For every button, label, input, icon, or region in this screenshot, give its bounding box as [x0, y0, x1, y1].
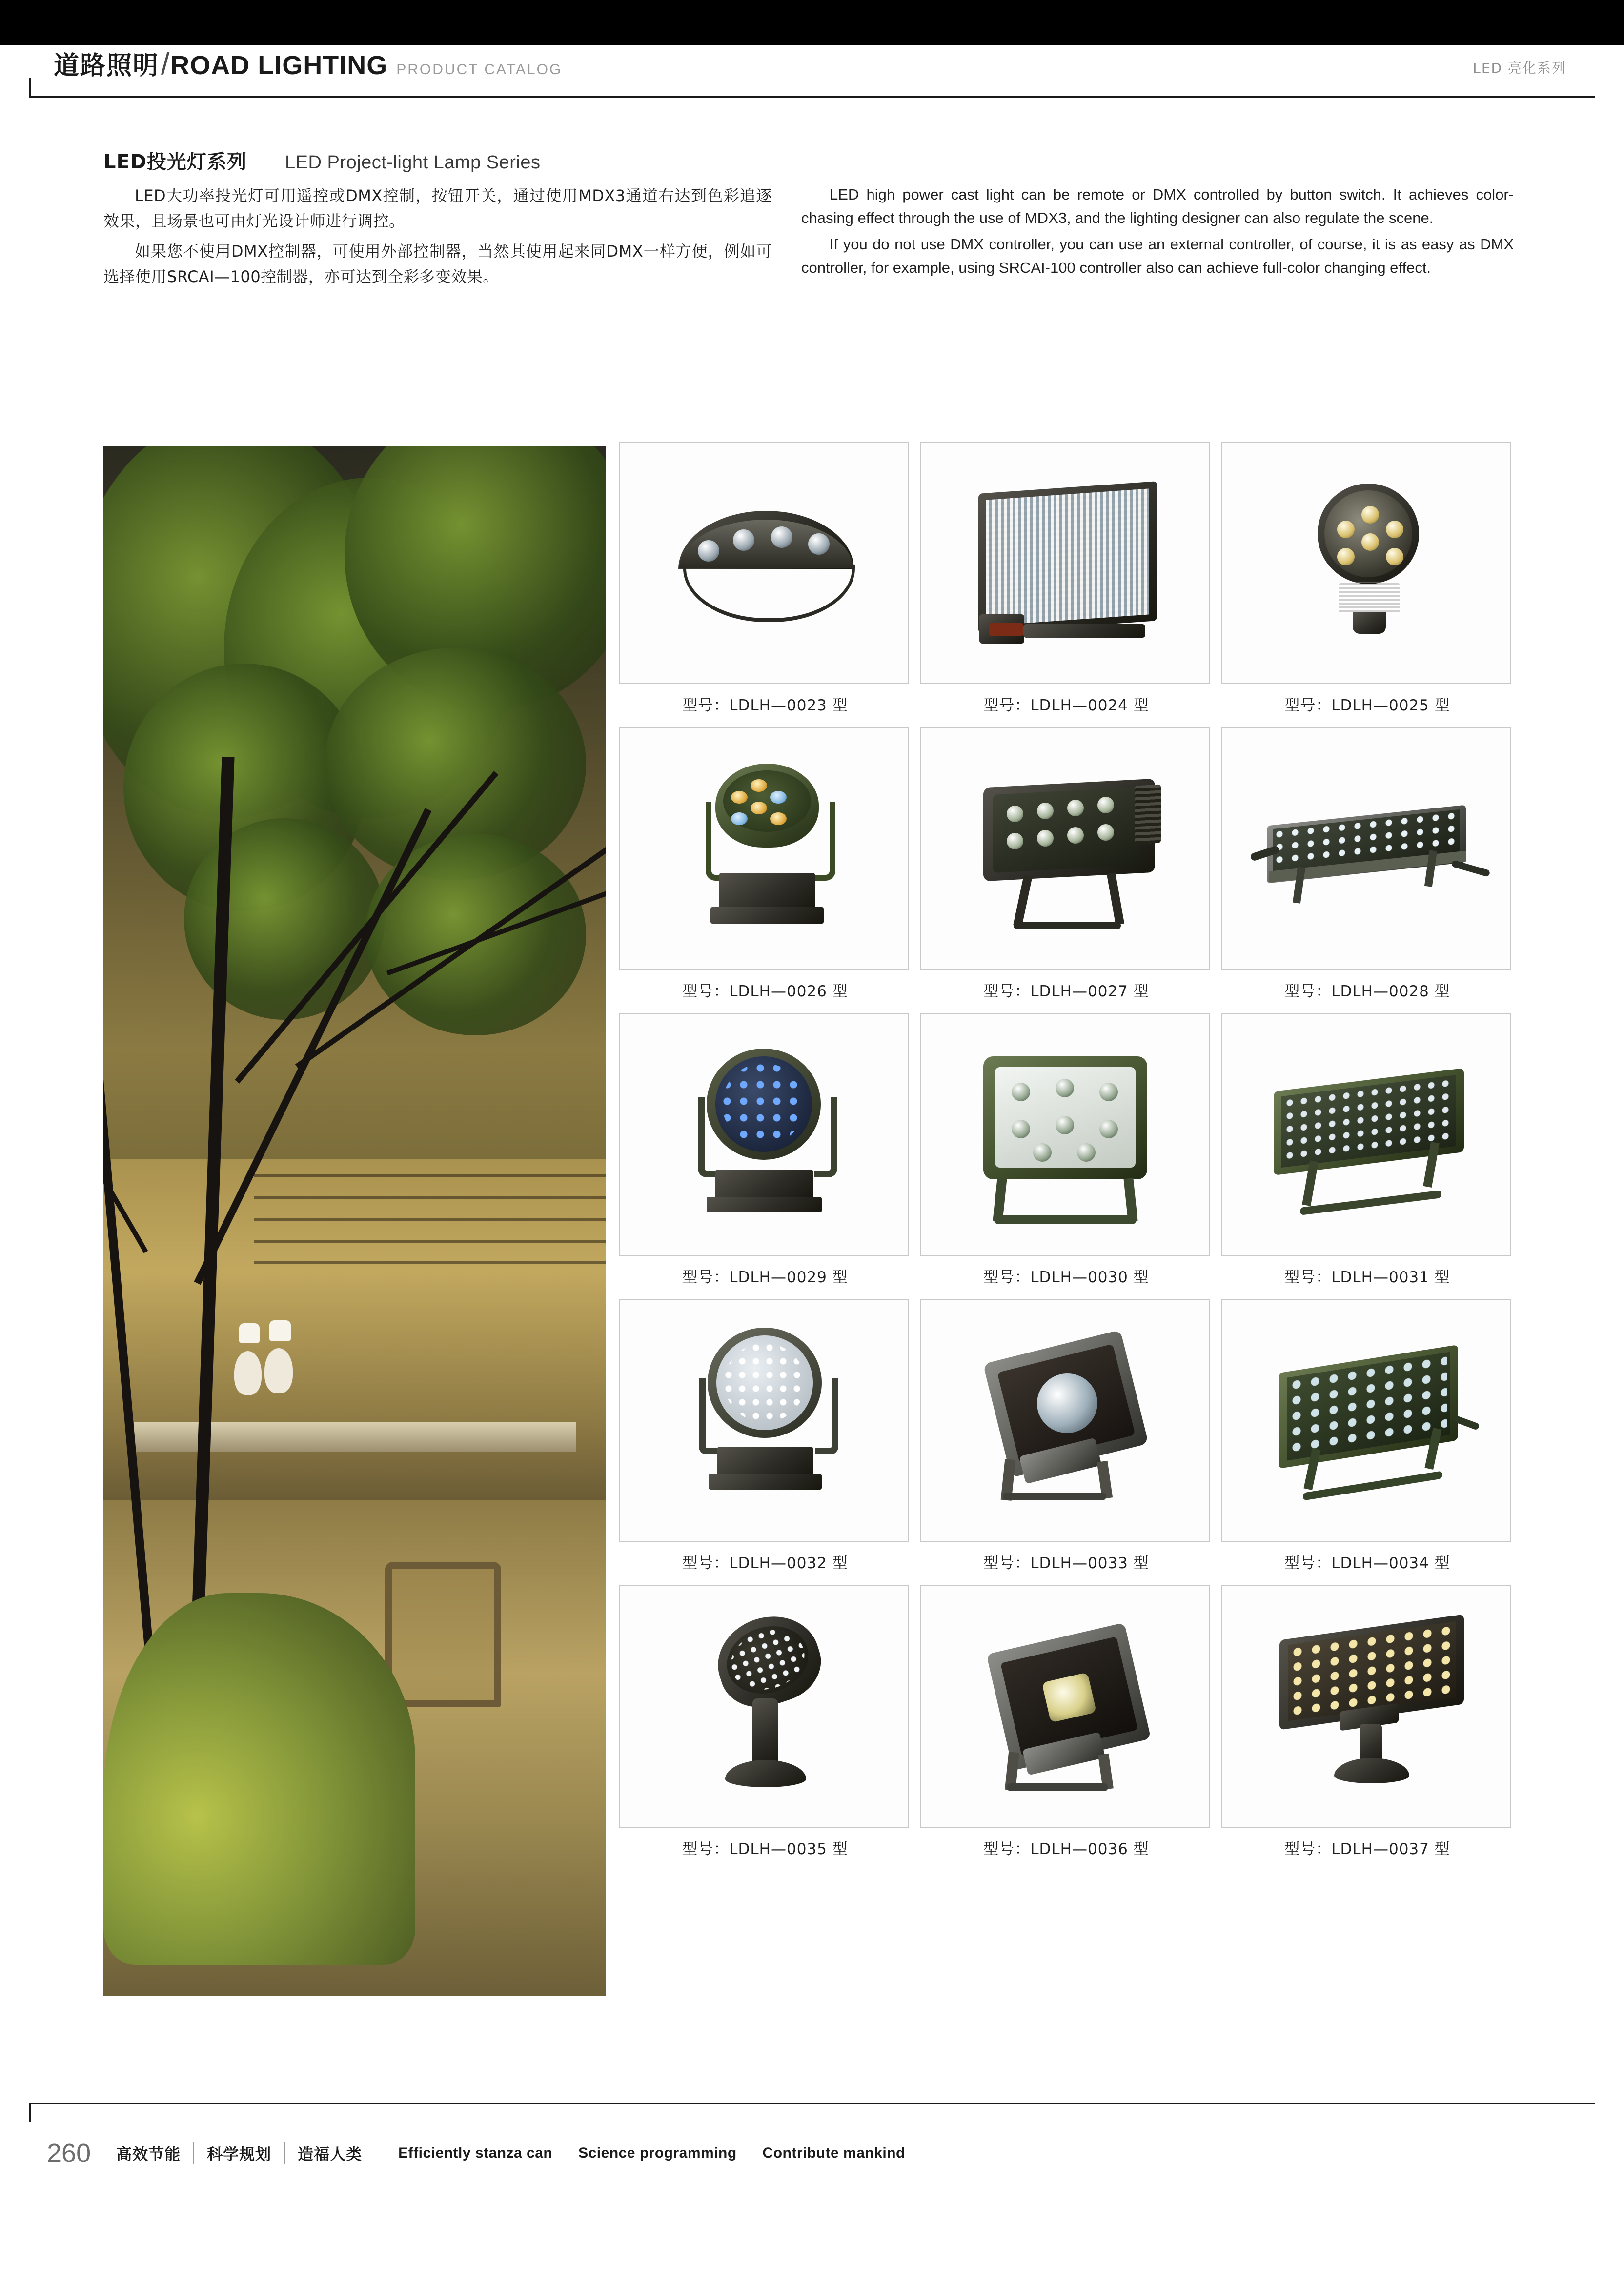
product-row: [619, 1299, 1522, 1585]
product-grid: [619, 442, 1522, 1871]
product-image-ldlh-0028: [1221, 727, 1511, 970]
scene-chef-figure: [264, 1348, 293, 1393]
header-title: [54, 45, 562, 81]
product-cell[interactable]: [1221, 1013, 1514, 1299]
product-caption: 型号：LDLH—0028 型: [1284, 983, 1450, 1000]
product-image-ldlh-0027: [920, 727, 1210, 970]
product-cell[interactable]: [1221, 727, 1514, 1013]
header-series-label: LED 亮化系列: [1473, 60, 1566, 76]
product-caption: 型号：LDLH—0033 型: [983, 1555, 1149, 1572]
page-header: [0, 0, 1624, 103]
header-rule-tick: [29, 78, 31, 98]
product-cell[interactable]: [619, 1013, 912, 1299]
scene-shrub: [103, 1593, 415, 1965]
product-cell[interactable]: [619, 442, 912, 727]
header-rule: [29, 96, 1595, 98]
footer-slogan-en-2: Science programming: [578, 2145, 737, 2161]
product-cell[interactable]: [619, 1585, 912, 1871]
footer-slogan-en-1: Efficiently stanza can: [398, 2145, 553, 2161]
scene-photo: [103, 446, 606, 1996]
product-cell[interactable]: [1221, 1585, 1514, 1871]
product-cell[interactable]: [920, 442, 1213, 727]
product-cell[interactable]: [920, 1585, 1213, 1871]
scene-ceiling-slat: [254, 1218, 606, 1221]
product-caption: 型号：LDLH—0026 型: [682, 983, 848, 1000]
product-image-ldlh-0024: [920, 442, 1210, 684]
product-caption: 型号：LDLH—0031 型: [1284, 1269, 1450, 1286]
product-row: [619, 442, 1522, 727]
intro-paragraph-en-1: LED high power cast light can be remote or DMX controlled by button switch. It achieves color-chasing effect through the use of MDX3, and the lighting designer can also regulate the scene.: [801, 186, 1514, 226]
scene-background-interior: [103, 1159, 606, 1531]
product-image-ldlh-0034: [1221, 1299, 1511, 1542]
intro-paragraph-cn-1: LED大功率投光灯可用遥控或DMX控制，按钮开关，通过使用MDX3通道右达到色彩追逐效果，且场景也可由灯光设计师进行调控。: [103, 186, 772, 230]
scene-chef-hat: [269, 1320, 291, 1341]
product-caption: 型号：LDLH—0037 型: [1284, 1840, 1450, 1858]
product-image-ldlh-0030: [920, 1013, 1210, 1256]
scene-ceiling-slat: [254, 1174, 606, 1177]
footer-slogan-cn-2: 科学规划: [207, 2145, 272, 2163]
product-cell[interactable]: [1221, 1299, 1514, 1585]
product-image-ldlh-0036: [920, 1585, 1210, 1828]
intro-paragraph-en-2: If you do not use DMX controller, you can use an external controller, of course, it is as easy as DMX controller, for example, using SRCAI-100 controller also can achieve full-color changing effect.: [801, 236, 1514, 276]
content-area: [0, 442, 1624, 2042]
product-row: [619, 1013, 1522, 1299]
page-number: 260: [47, 2139, 91, 2168]
product-cell[interactable]: [619, 727, 912, 1013]
product-caption: 型号：LDLH—0030 型: [983, 1269, 1149, 1286]
product-row: [619, 727, 1522, 1013]
page-footer: [0, 2103, 1624, 2220]
scene-chair: [385, 1562, 501, 1707]
product-image-ldlh-0031: [1221, 1013, 1511, 1256]
product-caption: 型号：LDLH—0034 型: [1284, 1555, 1450, 1572]
header-title-cn: 道路照明: [54, 51, 160, 81]
product-caption: 型号：LDLH—0025 型: [1284, 697, 1450, 714]
product-image-ldlh-0035: [619, 1585, 909, 1828]
intro-paragraph-cn-2: 如果您不使用DMX控制器，可使用外部控制器，当然其使用起来同DMX一样方便，例如可选择使用SRCAI—100控制器，亦可达到全彩多变效果。: [103, 242, 772, 286]
product-caption: 型号：LDLH—0035 型: [682, 1840, 848, 1858]
product-caption: 型号：LDLH—0027 型: [983, 983, 1149, 1000]
product-image-ldlh-0032: [619, 1299, 909, 1542]
product-caption: 型号：LDLH—0032 型: [682, 1555, 848, 1572]
product-image-ldlh-0026: [619, 727, 909, 970]
product-cell[interactable]: [619, 1299, 912, 1585]
scene-chef-hat: [239, 1323, 260, 1343]
product-image-ldlh-0025: [1221, 442, 1511, 684]
product-caption: 型号：LDLH—0023 型: [682, 697, 848, 714]
footer-rule: [29, 2103, 1595, 2104]
product-caption: 型号：LDLH—0029 型: [682, 1269, 848, 1286]
header-title-en: ROAD LIGHTING: [170, 51, 388, 80]
footer-slogan-cn-1: 高效节能: [116, 2145, 181, 2163]
scene-chef-figure: [234, 1351, 262, 1395]
product-cell[interactable]: [1221, 442, 1514, 727]
intro-section: [103, 146, 1533, 294]
intro-title-cn: LED投光灯系列: [103, 151, 247, 173]
header-title-separator: /: [161, 47, 170, 81]
product-caption: 型号：LDLH—0024 型: [983, 697, 1149, 714]
intro-column-en: [801, 183, 1514, 294]
intro-title-en: LED Project-light Lamp Series: [285, 152, 541, 173]
footer-slogans-en: [398, 2145, 927, 2161]
product-image-ldlh-0033: [920, 1299, 1210, 1542]
header-subtitle: PRODUCT CATALOG: [396, 61, 563, 78]
scene-ceiling-slat: [254, 1261, 606, 1264]
footer-slogan-cn-3: 造福人类: [298, 2145, 363, 2163]
product-cell[interactable]: [920, 727, 1213, 1013]
product-image-ldlh-0037: [1221, 1585, 1511, 1828]
header-black-bar: [0, 0, 1624, 45]
footer-slogan-en-3: Contribute mankind: [762, 2145, 905, 2161]
intro-column-cn: [103, 183, 801, 294]
product-image-ldlh-0029: [619, 1013, 909, 1256]
intro-heading: [103, 146, 1533, 174]
product-cell[interactable]: [920, 1299, 1213, 1585]
scene-ceiling-slat: [254, 1240, 606, 1243]
product-image-ldlh-0023: [619, 442, 909, 684]
product-row: [619, 1585, 1522, 1871]
scene-ceiling-slat: [254, 1196, 606, 1199]
product-cell[interactable]: [920, 1013, 1213, 1299]
footer-rule-tick: [29, 2103, 31, 2122]
product-caption: 型号：LDLH—0036 型: [983, 1840, 1149, 1858]
